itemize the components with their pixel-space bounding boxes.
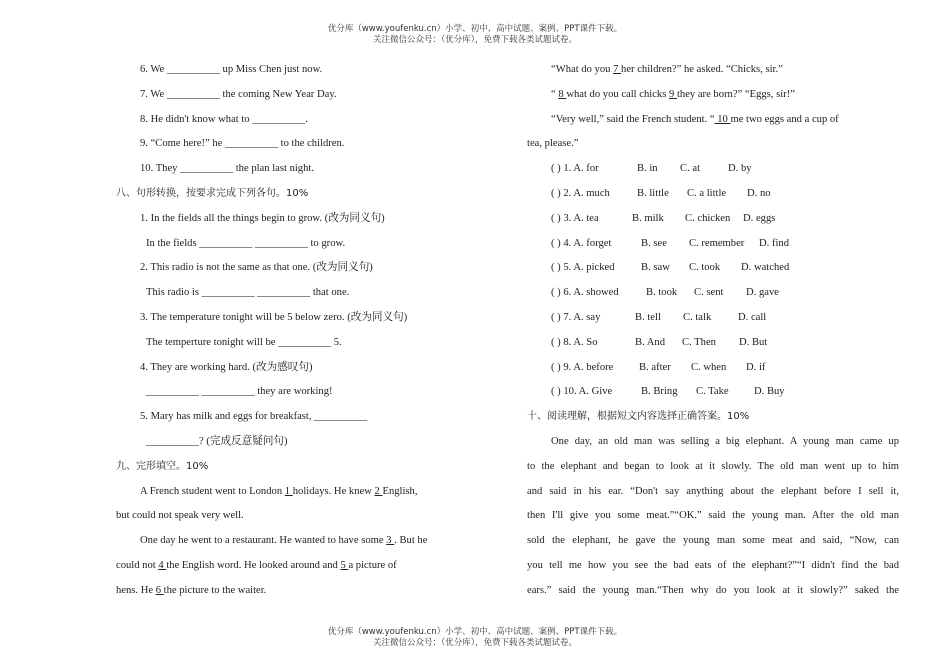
reading-line-4: then I'll give you some meat.”“OK.” said the young man. After the old man xyxy=(527,510,899,522)
section-9-title: 九、完形填空。10% xyxy=(116,460,209,472)
option-b: B. little xyxy=(637,187,669,199)
transform-1: 1. In the fields all the things begin to grow. (改为同义句) xyxy=(140,212,385,224)
cloze-line-8: “Very well,” said the French student. “ 10 me two eggs and a cup of xyxy=(551,113,839,125)
transform-3-answer: The temperture tonight will be __________ 5. xyxy=(146,336,342,348)
transform-1-answer: In the fields __________ __________ to grow. xyxy=(146,237,346,249)
cloze-line-5: hens. He 6 the picture to the waiter. xyxy=(116,584,267,596)
option-b: B. milk xyxy=(632,212,664,224)
option-b: B. And xyxy=(635,336,666,348)
cloze-line-4: could not 4 the English word. He looked around and 5 a picture of xyxy=(116,559,397,571)
transform-2: 2. This radio is not the same as that one. (改为同义句) xyxy=(140,262,373,274)
option-question: ( ) 10. A. Give xyxy=(551,386,613,398)
cloze-line-2: but could not speak very well. xyxy=(116,510,244,522)
option-b: B. took xyxy=(646,287,678,299)
cloze-line-7: “ 8 what do you call chicks 9 they are born?” “Eggs, sir!” xyxy=(551,88,795,100)
right-column xyxy=(527,58,899,604)
option-d: D. watched xyxy=(741,262,790,274)
transform-3: 3. The temperature tonight will be 5 below zero. (改为同义句) xyxy=(140,311,408,323)
option-b: B. saw xyxy=(641,262,670,274)
option-question: ( ) 4. A. forget xyxy=(551,237,612,249)
option-row xyxy=(527,356,899,381)
option-c: C. talk xyxy=(683,311,712,323)
transform-2-answer: This radio is __________ __________ that one. xyxy=(146,287,350,299)
option-row xyxy=(527,281,899,306)
option-row xyxy=(527,232,899,257)
reading-line-3: and said in his ear. “Don't say anything about the elephant before I sell it, xyxy=(527,485,899,497)
header-line-2: 关注微信公众号：（优分库），免费下载各类试题试卷。 xyxy=(372,35,577,45)
reading-line-5: sold the elephant, he gave the young man some meat and said, “Now, can xyxy=(527,535,899,547)
option-b: B. tell xyxy=(635,311,661,323)
fill-question-8: 8. He didn't know what to __________. xyxy=(140,113,308,125)
option-question: ( ) 2. A. much xyxy=(551,187,610,199)
option-b: B. see xyxy=(641,237,667,249)
footer-line-2: 关注微信公众号：（优分库），免费下载各类试题试卷。 xyxy=(372,638,577,648)
footer-line-1: 优分库（www.youfenku.cn）小学、初中、高中试题、案例、PPT课件下载。 xyxy=(327,627,623,637)
section-10-title: 十、阅读理解，根据短文内容选择正确答案。10% xyxy=(527,411,750,423)
transform-4: 4. They are working hard. (改为感叹句) xyxy=(140,361,313,373)
fill-question-9: 9. “Come here!” he __________ to the children. xyxy=(140,138,345,150)
blank-6: 6 xyxy=(155,584,164,596)
option-c: C. took xyxy=(689,262,721,274)
option-row xyxy=(527,157,899,182)
option-question: ( ) 3. A. tea xyxy=(551,212,599,224)
option-c: C. remember xyxy=(689,237,745,249)
option-d: D. find xyxy=(759,237,790,249)
transform-4-answer: __________ __________ they are working! xyxy=(146,386,333,398)
blank-4: 4 xyxy=(158,559,167,571)
option-d: D. gave xyxy=(746,287,779,299)
left-column xyxy=(116,58,488,604)
option-c: C. Then xyxy=(682,336,716,348)
option-d: D. by xyxy=(728,163,752,175)
blank-5: 5 xyxy=(340,559,349,571)
option-row xyxy=(527,182,899,207)
option-c: C. Take xyxy=(696,386,729,398)
reading-line-2: to the elephant and began to look at it slowly. The old man went up to him xyxy=(527,460,899,472)
reading-line-6: you tell me how you see the bad eats of the elephant?”“I didn't find the bad xyxy=(527,559,899,571)
transform-5: 5. Mary has milk and eggs for breakfast, __________ xyxy=(140,411,368,423)
page-header xyxy=(0,24,950,46)
option-d: D. But xyxy=(739,336,768,348)
blank-1: 1 xyxy=(284,485,293,497)
option-d: D. Buy xyxy=(754,386,785,398)
option-row xyxy=(527,306,899,331)
option-d: D. call xyxy=(738,311,767,323)
option-row xyxy=(527,256,899,281)
blank-10: 10 xyxy=(714,113,731,125)
option-question: ( ) 8. A. So xyxy=(551,336,598,348)
blank-3: 3 xyxy=(386,535,395,547)
option-c: C. when xyxy=(691,361,727,373)
option-question: ( ) 5. A. picked xyxy=(551,262,615,274)
option-d: D. if xyxy=(746,361,766,373)
option-b: B. in xyxy=(637,163,658,175)
section-8-title: 八、句形转换，按要求完成下列各句。10% xyxy=(116,187,309,199)
header-line-1: 优分库（www.youfenku.cn）小学、初中、高中试题、案例、PPT课件下载。 xyxy=(327,24,623,34)
option-question: ( ) 6. A. showed xyxy=(551,287,619,299)
blank-8: 8 xyxy=(558,88,567,100)
cloze-line-6: “What do you 7 her children?” he asked. “Chicks, sir.” xyxy=(551,64,783,75)
blank-2: 2 xyxy=(374,485,383,497)
option-row xyxy=(527,207,899,232)
option-d: D. eggs xyxy=(743,212,776,224)
option-c: C. sent xyxy=(694,287,724,299)
fill-question-10: 10. They __________ the plan last night. xyxy=(140,163,314,175)
option-c: C. chicken xyxy=(685,212,731,224)
option-c: C. a little xyxy=(687,187,727,199)
blank-9: 9 xyxy=(669,88,677,100)
blank-7: 7 xyxy=(613,64,622,75)
option-b: B. after xyxy=(639,361,671,373)
cloze-line-3: One day he went to a restaurant. He wanted to have some 3 . But he xyxy=(140,535,428,547)
fill-question-6: 6. We __________ up Miss Chen just now. xyxy=(140,64,323,75)
option-question: ( ) 9. A. before xyxy=(551,361,614,373)
option-c: C. at xyxy=(680,163,701,175)
cloze-line-1: A French student went to London 1 holidays. He knew 2 English, xyxy=(140,485,418,497)
reading-line-7: ears.” said the young man.“Then why do you look at it slowly?” saked the xyxy=(527,584,899,596)
cloze-line-9: tea, please.” xyxy=(527,138,579,150)
option-question: ( ) 1. A. for xyxy=(551,163,599,175)
fill-question-7: 7. We __________ the coming New Year Day. xyxy=(140,88,337,100)
option-question: ( ) 7. A. say xyxy=(551,311,601,323)
option-d: D. no xyxy=(747,187,771,199)
option-row xyxy=(527,380,899,405)
page-footer xyxy=(0,627,950,649)
reading-line-1: One day, an old man was selling a big elephant. A young man came up xyxy=(551,435,899,447)
option-b: B. Bring xyxy=(641,386,678,398)
option-row xyxy=(527,331,899,356)
transform-5-answer: __________? (完成反意疑问句) xyxy=(146,435,288,447)
